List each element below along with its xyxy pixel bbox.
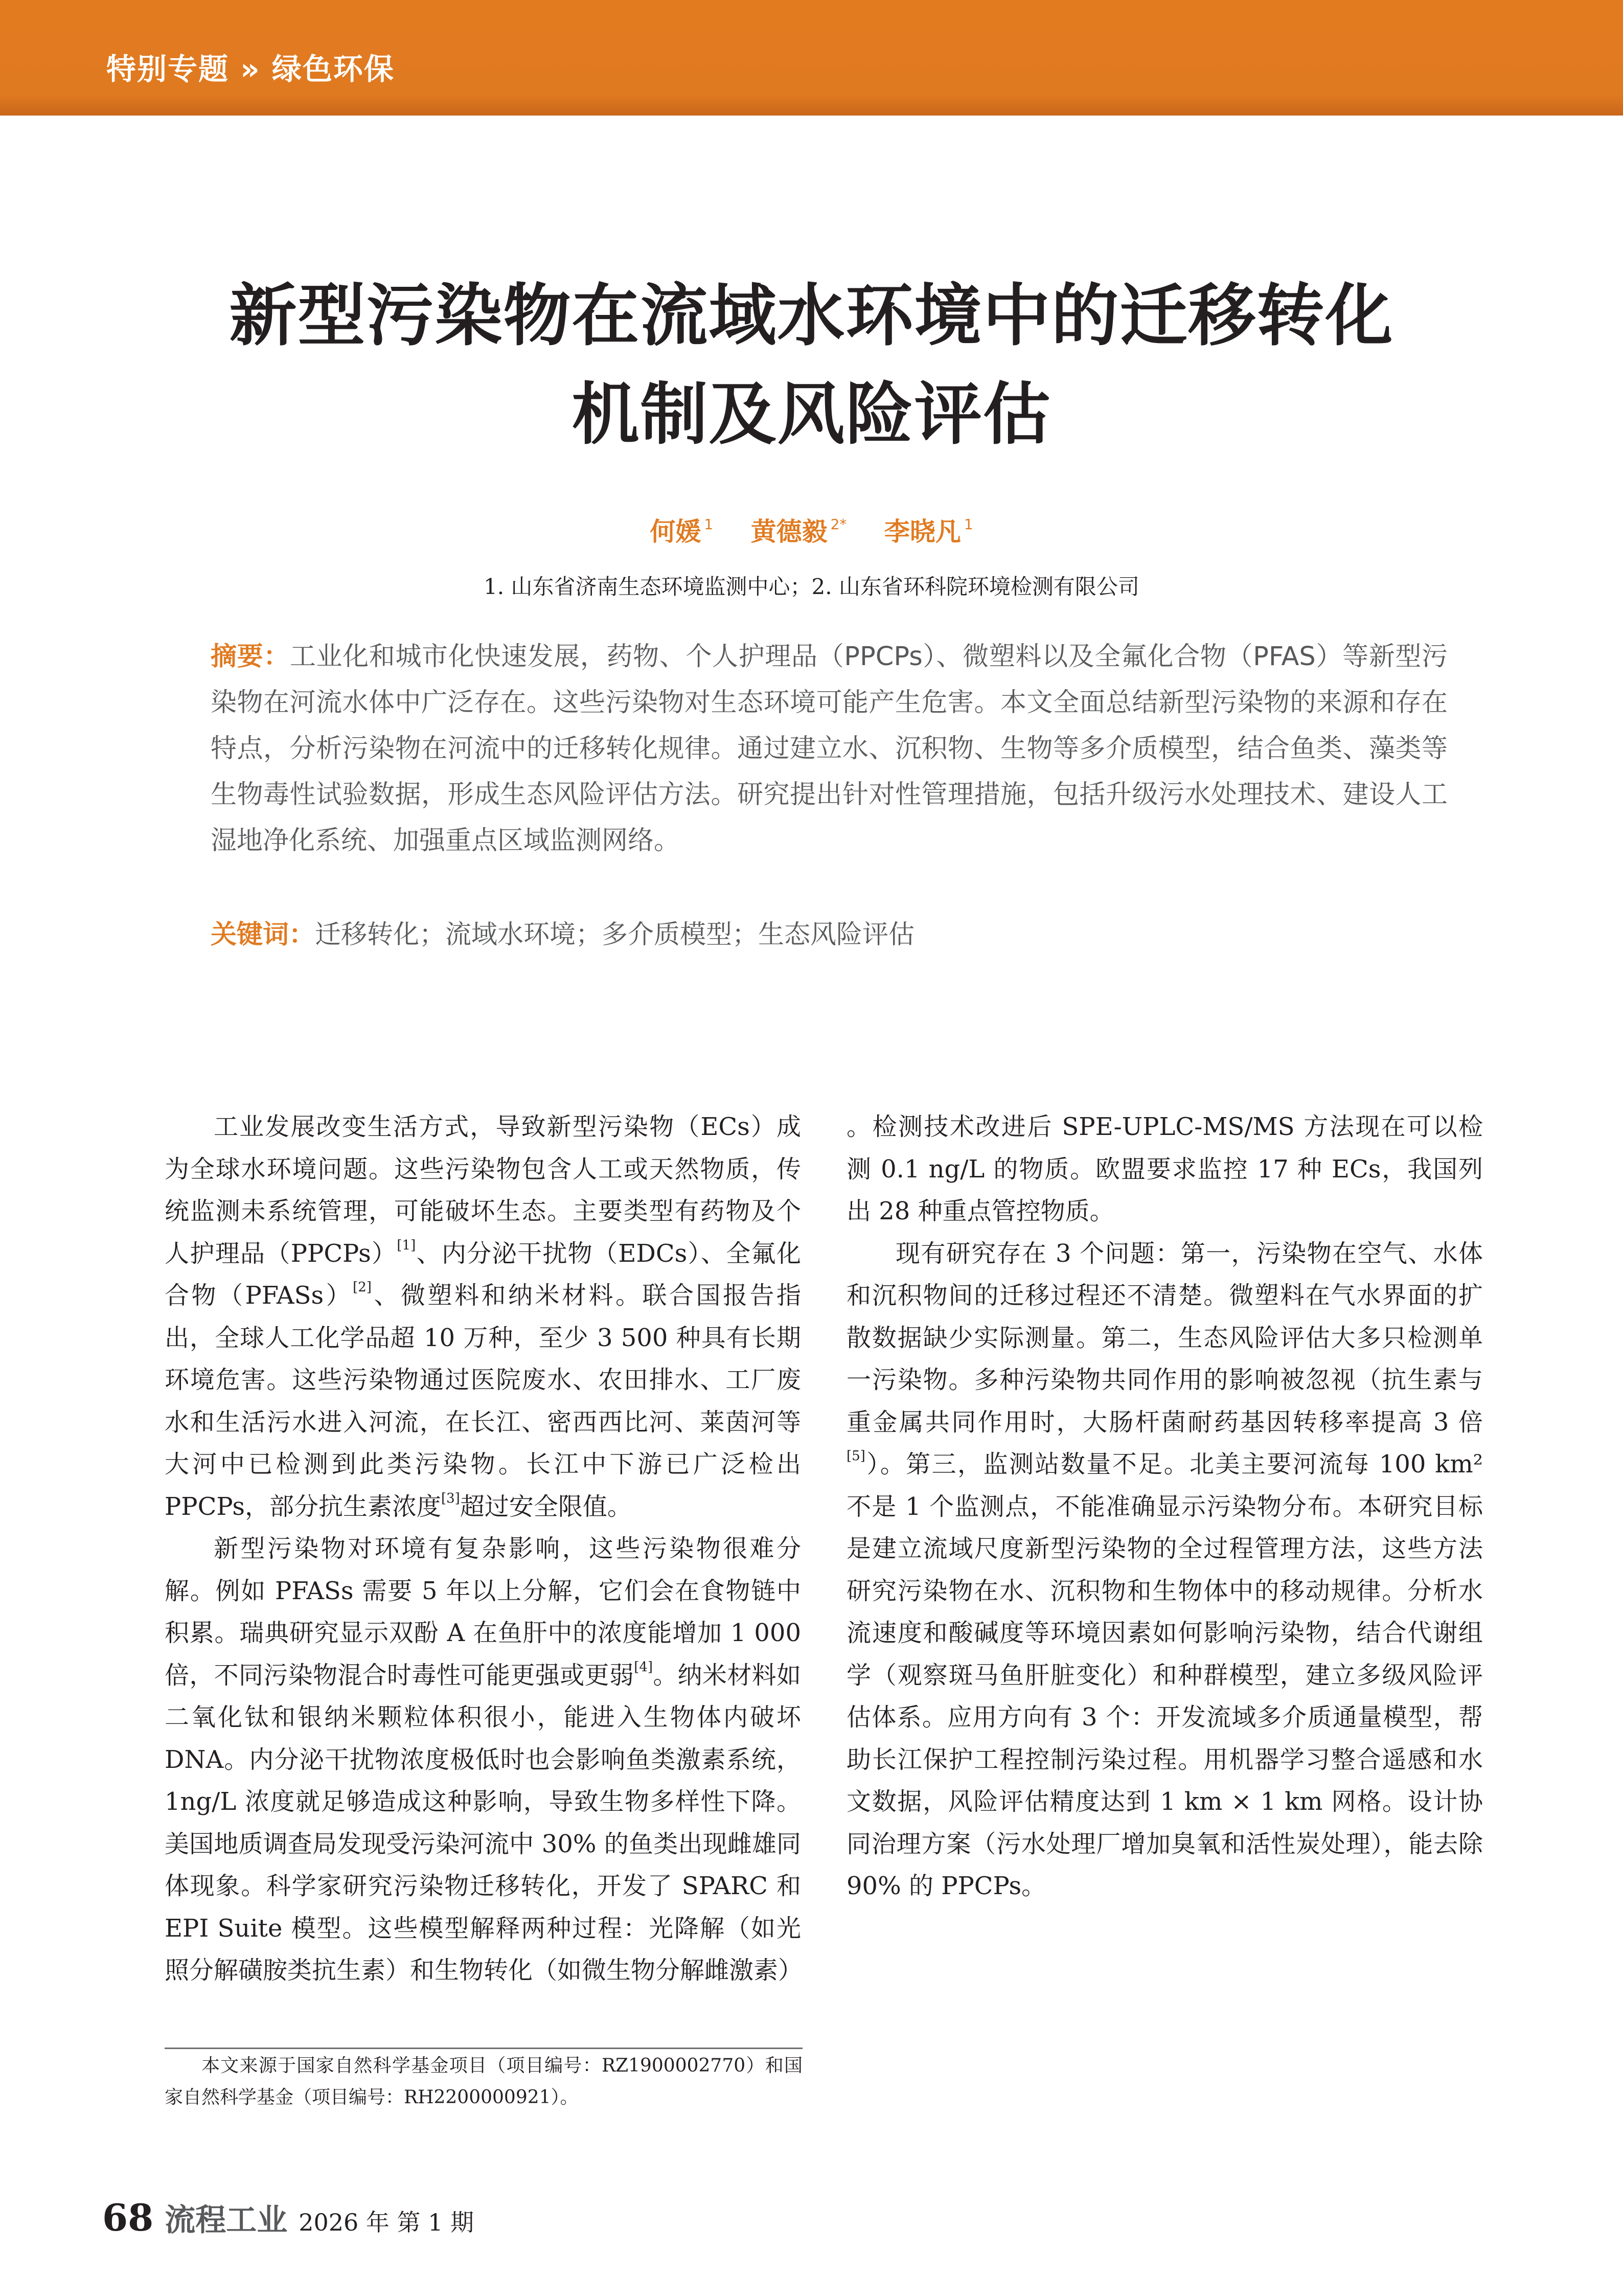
paragraph-text: 、微塑料和纳米材料。联合国报告指出，全球人工化学品超 10 万种，至少 3 500 种具有长期环境危害。这些污染物通过医院废水、农田排水、工厂废水和生活污水进入河流，在长江、密西西比河、莱茵河等大河中已检测到此类污染物。长江中下游已广泛检出 PPCPs，部分抗生素浓度 bbox=[165, 1281, 801, 1521]
paragraph-text: 。检测技术改进后 SPE-UPLC-MS/MS 方法现在可以检测 0.1 ng/L 的物质。欧盟要求监控 17 种 ECs，我国列出 28 种重点管控物质。 bbox=[847, 1112, 1483, 1225]
paragraph-text: ）。第三，监测站数量不足。北美主要河流每 100 km² 不是 1 个监测点，不能准确显示污染物分布。本研究目标是建立流域尺度新型污染物的全过程管理方法，这些方法研究污染物在水、沉积物和生物体中的移动规律。分析水流速度和酸碱度等环境因素如何影响污染物，结合代谢组学（观察斑马鱼肝脏变化）和种群模型，建立多级风险评估体系。应用方向有 3 个：开发流域多介质通量模型，帮助长江保护工程控制污染过程。用机器学习整合遥感和水文数据，风险评估精度达到 1 km × 1 km 网格。设计协同治理方案（污水处理厂增加臭氧和活性炭处理），能去除 90% 的 PPCPs。 bbox=[847, 1450, 1483, 1900]
journal-name: 流程工业 bbox=[165, 2202, 288, 2238]
section-breadcrumb bbox=[106, 45, 395, 88]
keywords-label: 关键词： bbox=[211, 920, 315, 950]
page-footer bbox=[102, 2196, 474, 2240]
page-number: 68 bbox=[102, 2196, 154, 2239]
citation-ref[interactable]: [4] bbox=[634, 1659, 653, 1675]
citation-ref[interactable]: [5] bbox=[847, 1448, 865, 1464]
subsection-label: 绿色环保 bbox=[271, 52, 395, 86]
keywords bbox=[211, 912, 1448, 958]
author-affiliation-mark: 1 bbox=[704, 516, 714, 533]
article-title-line-2: 机制及风险评估 bbox=[572, 375, 1051, 454]
author-name: 何媛 bbox=[650, 517, 701, 547]
author-name: 李晓凡 bbox=[884, 517, 961, 547]
author-list bbox=[0, 511, 1623, 548]
affiliations: 1. 山东省济南生态环境监测中心；2. 山东省环科院环境检测有限公司 bbox=[484, 574, 1139, 599]
paragraph-text: 超过安全限值。 bbox=[460, 1492, 632, 1521]
author bbox=[650, 517, 713, 547]
article-title-line-1: 新型污染物在流域水环境中的迁移转化 bbox=[229, 277, 1394, 355]
paragraph-text: 。纳米材料如二氧化钛和银纳米颗粒体积很小，能进入生物体内破坏 DNA。内分泌干扰物浓度极低时也会影响鱼类激素系统，1ng/L 浓度就足够造成这种影响，导致生物多样性下降。美国地质调查局发现受污染河流中 30% 的鱼类出现雌雄同体现象。科学家研究污染物迁移转化，开发了 SPARC 和 EPI Suite 模型。这些模型解释两种过程：光降解（如光照分解磺胺类抗生素）和生物转化（如微生物分解雌激素） bbox=[165, 1661, 803, 1985]
section-label: 特别专题 bbox=[106, 52, 230, 86]
body-paragraph-continued bbox=[847, 1106, 1483, 1233]
citation-ref[interactable]: [3] bbox=[441, 1490, 460, 1506]
body-paragraph bbox=[165, 1106, 801, 1528]
abstract bbox=[211, 634, 1448, 864]
section-header-band bbox=[0, 0, 1623, 116]
body-paragraph bbox=[165, 1528, 801, 1992]
citation-ref[interactable]: [2] bbox=[353, 1280, 372, 1295]
author-affiliation-mark: 2* bbox=[830, 516, 847, 533]
author bbox=[884, 517, 973, 547]
author-affiliation-mark: 1 bbox=[964, 516, 973, 533]
footnote-divider bbox=[165, 2048, 803, 2049]
abstract-text: 工业化和城市化快速发展，药物、个人护理品（PPCPs）、微塑料以及全氟化合物（PFAS）等新型污染物在河流水体中广泛存在。这些污染物对生态环境可能产生危害。本文全面总结新型污染物的来源和存在特点，分析污染物在河流中的迁移转化规律。通过建立水、沉积物、生物等多介质模型，结合鱼类、藻类等生物毒性试验数据，形成生态风险评估方法。研究提出针对性管理措施，包括升级污水处理技术、建设人工湿地净化系统、加强重点区域监测网络。 bbox=[211, 642, 1448, 856]
paragraph-text: 、内分泌干扰物（EDCs）、全氟化合物（PFASs） bbox=[165, 1239, 801, 1310]
paragraph-text: 工业发展改变生活方式，导致新型污染物（ECs）成为全球水环境问题。这些污染物包含人工或天然物质，传统监测未系统管理，可能破坏生态。主要类型有药物及个人护理品（PPCPs） bbox=[165, 1112, 801, 1268]
body-column-right bbox=[847, 1106, 1483, 1907]
issue-info: 2026 年 第 1 期 bbox=[299, 2209, 474, 2236]
author-name: 黄德毅 bbox=[750, 517, 828, 547]
paragraph-text: 现有研究存在 3 个问题：第一，污染物在空气、水体和沉积物间的迁移过程还不清楚。微塑料在气水界面的扩散数据缺少实际测量。第二，生态风险评估大多只检测单一污染物。多种污染物共同作用的影响被忽视（抗生素与重金属共同作用时，大肠杆菌耐药基因转移率提高 3 倍 bbox=[847, 1239, 1483, 1437]
body-paragraph bbox=[847, 1233, 1483, 1907]
citation-ref[interactable]: [1] bbox=[397, 1237, 416, 1253]
footnote-text: 本文来源于国家自然科学基金项目（项目编号：RZ1900002770）和国家自然科学基金（项目编号：RH2200000921）。 bbox=[165, 2055, 803, 2108]
keywords-text: 迁移转化；流域水环境；多介质模型；生态风险评估 bbox=[315, 920, 915, 950]
funding-footnote bbox=[165, 2050, 803, 2113]
body-column-left bbox=[165, 1106, 801, 1992]
breadcrumb-separator-icon: » bbox=[240, 52, 261, 86]
author bbox=[751, 517, 847, 547]
paragraph-text: 新型污染物对环境有复杂影响，这些污染物很难分解。例如 PFASs 需要 5 年以上分解，它们会在食物链中积累。瑞典研究显示双酚 A 在鱼肝中的浓度能增加 1 000 倍，不同污染物混合时毒性可能更强或更弱 bbox=[165, 1534, 801, 1690]
abstract-label: 摘要： bbox=[211, 642, 290, 672]
